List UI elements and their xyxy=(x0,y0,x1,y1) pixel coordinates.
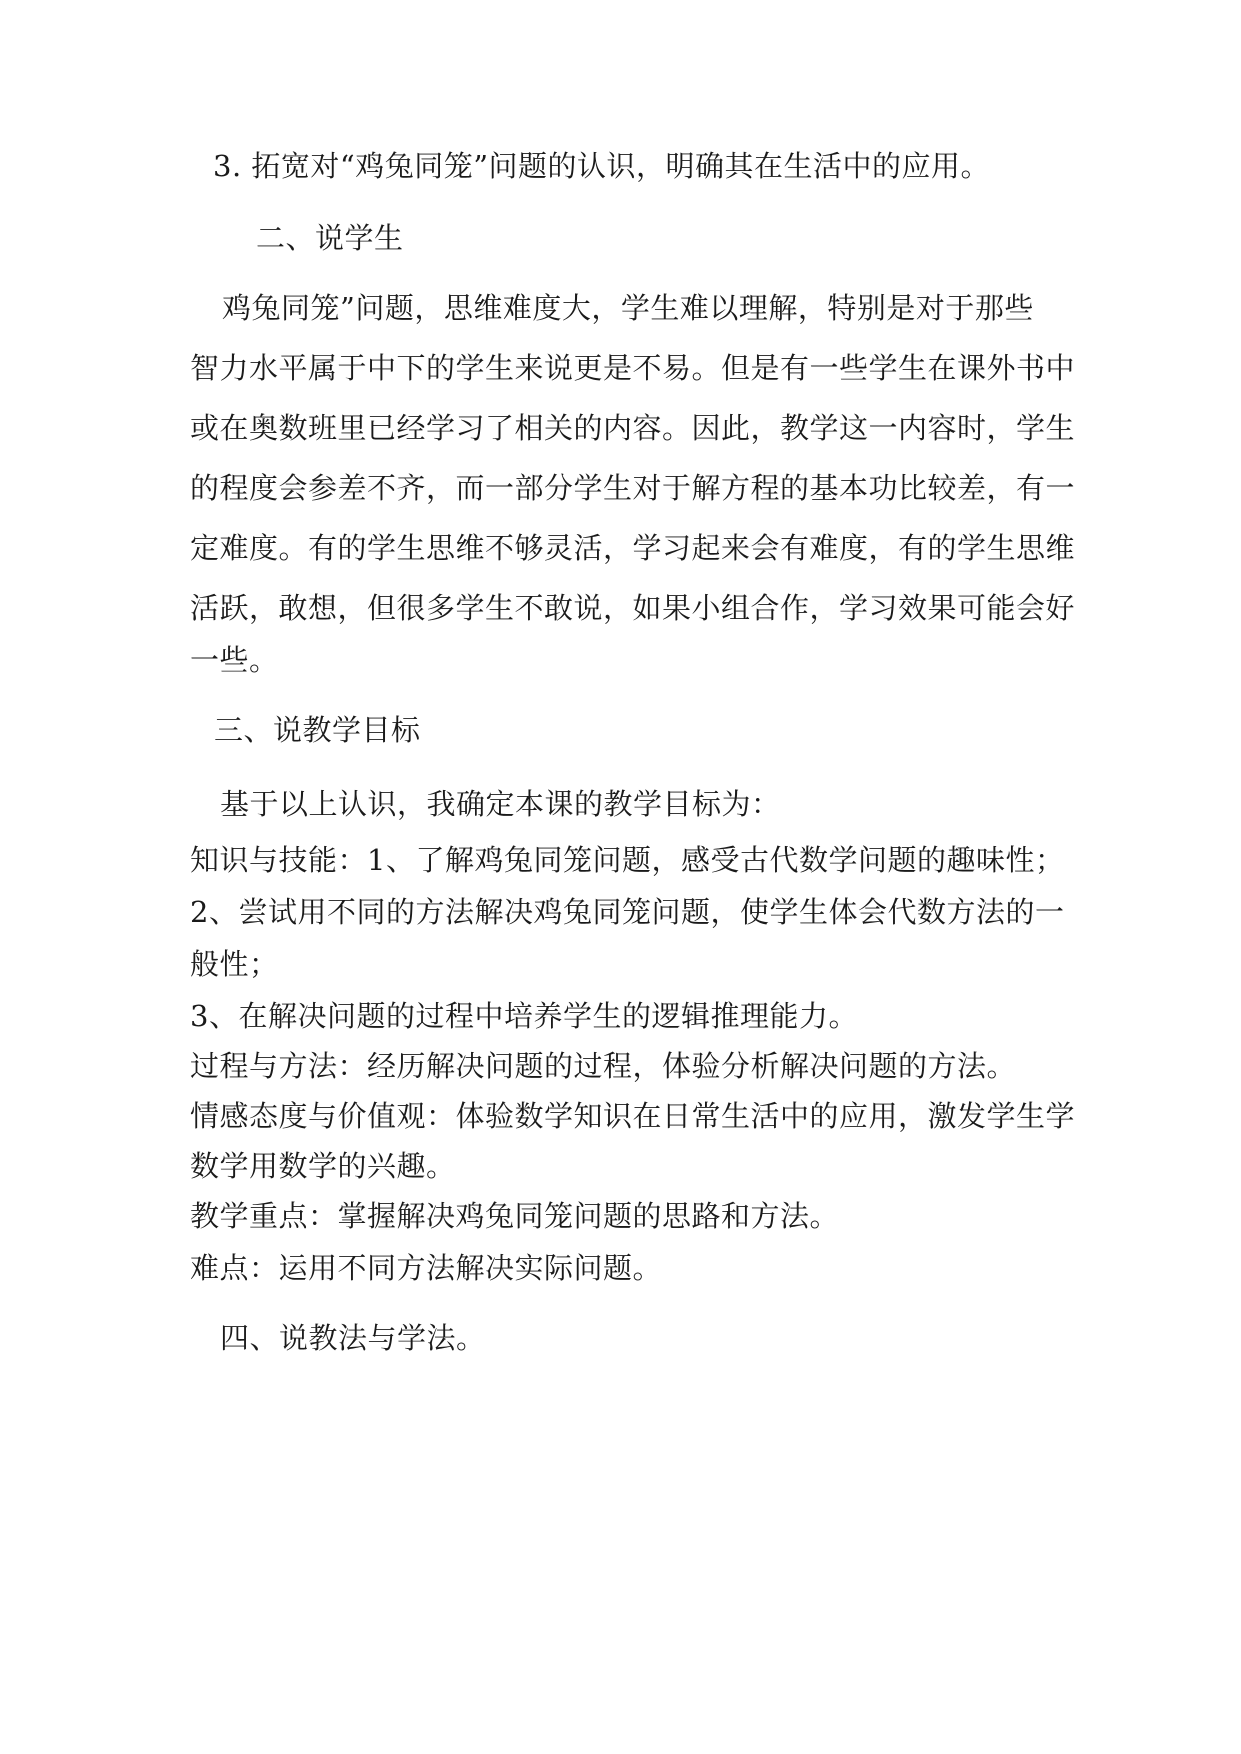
section-4-heading: 四、说教法与学法。 xyxy=(220,1321,486,1355)
section-2-paragraph-line-4: 的程度会参差不齐，而一部分学生对于解方程的基本功比较差，有一 xyxy=(190,471,1076,505)
key-point: 教学重点：掌握解决鸡兔同笼问题的思路和方法。 xyxy=(190,1199,840,1233)
difficulty: 难点：运用不同方法解决实际问题。 xyxy=(190,1251,663,1285)
section-2-paragraph-line-5: 定难度。有的学生思维不够灵活，学习起来会有难度，有的学生思维 xyxy=(190,531,1076,565)
knowledge-skill-1: 知识与技能：1、了解鸡兔同笼问题，感受古代数学问题的趣味性； xyxy=(190,843,1065,877)
emotion-line1: 情感态度与价值观：体验数学知识在日常生活中的应用，激发学生学 xyxy=(190,1099,1076,1133)
section-2-paragraph-line-1: 鸡兔同笼”问题，思维难度大，学生难以理解，特别是对于那些 xyxy=(222,291,1034,325)
section-3-heading: 三、说教学目标 xyxy=(214,713,421,747)
section-2-paragraph-line-3: 或在奥数班里已经学习了相关的内容。因此，教学这一内容时，学生 xyxy=(190,411,1076,445)
section-2-heading: 二、说学生 xyxy=(256,221,404,255)
knowledge-skill-3: 3、在解决问题的过程中培养学生的逻辑推理能力。 xyxy=(190,999,858,1033)
section-3-intro: 基于以上认识，我确定本课的教学目标为： xyxy=(220,787,781,821)
section-2-paragraph-line-2: 智力水平属于中下的学生来说更是不易。但是有一些学生在课外书中 xyxy=(190,351,1076,385)
knowledge-skill-2-line2: 般性； xyxy=(190,947,279,981)
section-2-paragraph-line-7: 一些。 xyxy=(190,643,279,677)
knowledge-skill-2-line1: 2、尝试用不同的方法解决鸡兔同笼问题，使学生体会代数方法的一 xyxy=(190,895,1065,929)
section-2-paragraph-line-6: 活跃，敢想，但很多学生不敢说，如果小组合作，学习效果可能会好 xyxy=(190,591,1076,625)
emotion-line2: 数学用数学的兴趣。 xyxy=(190,1149,456,1183)
process-method: 过程与方法：经历解决问题的过程，体验分析解决问题的方法。 xyxy=(190,1049,1017,1083)
objective-3-line: 3. 拓宽对“鸡兔同笼”问题的认识，明确其在生活中的应用。 xyxy=(213,149,991,183)
